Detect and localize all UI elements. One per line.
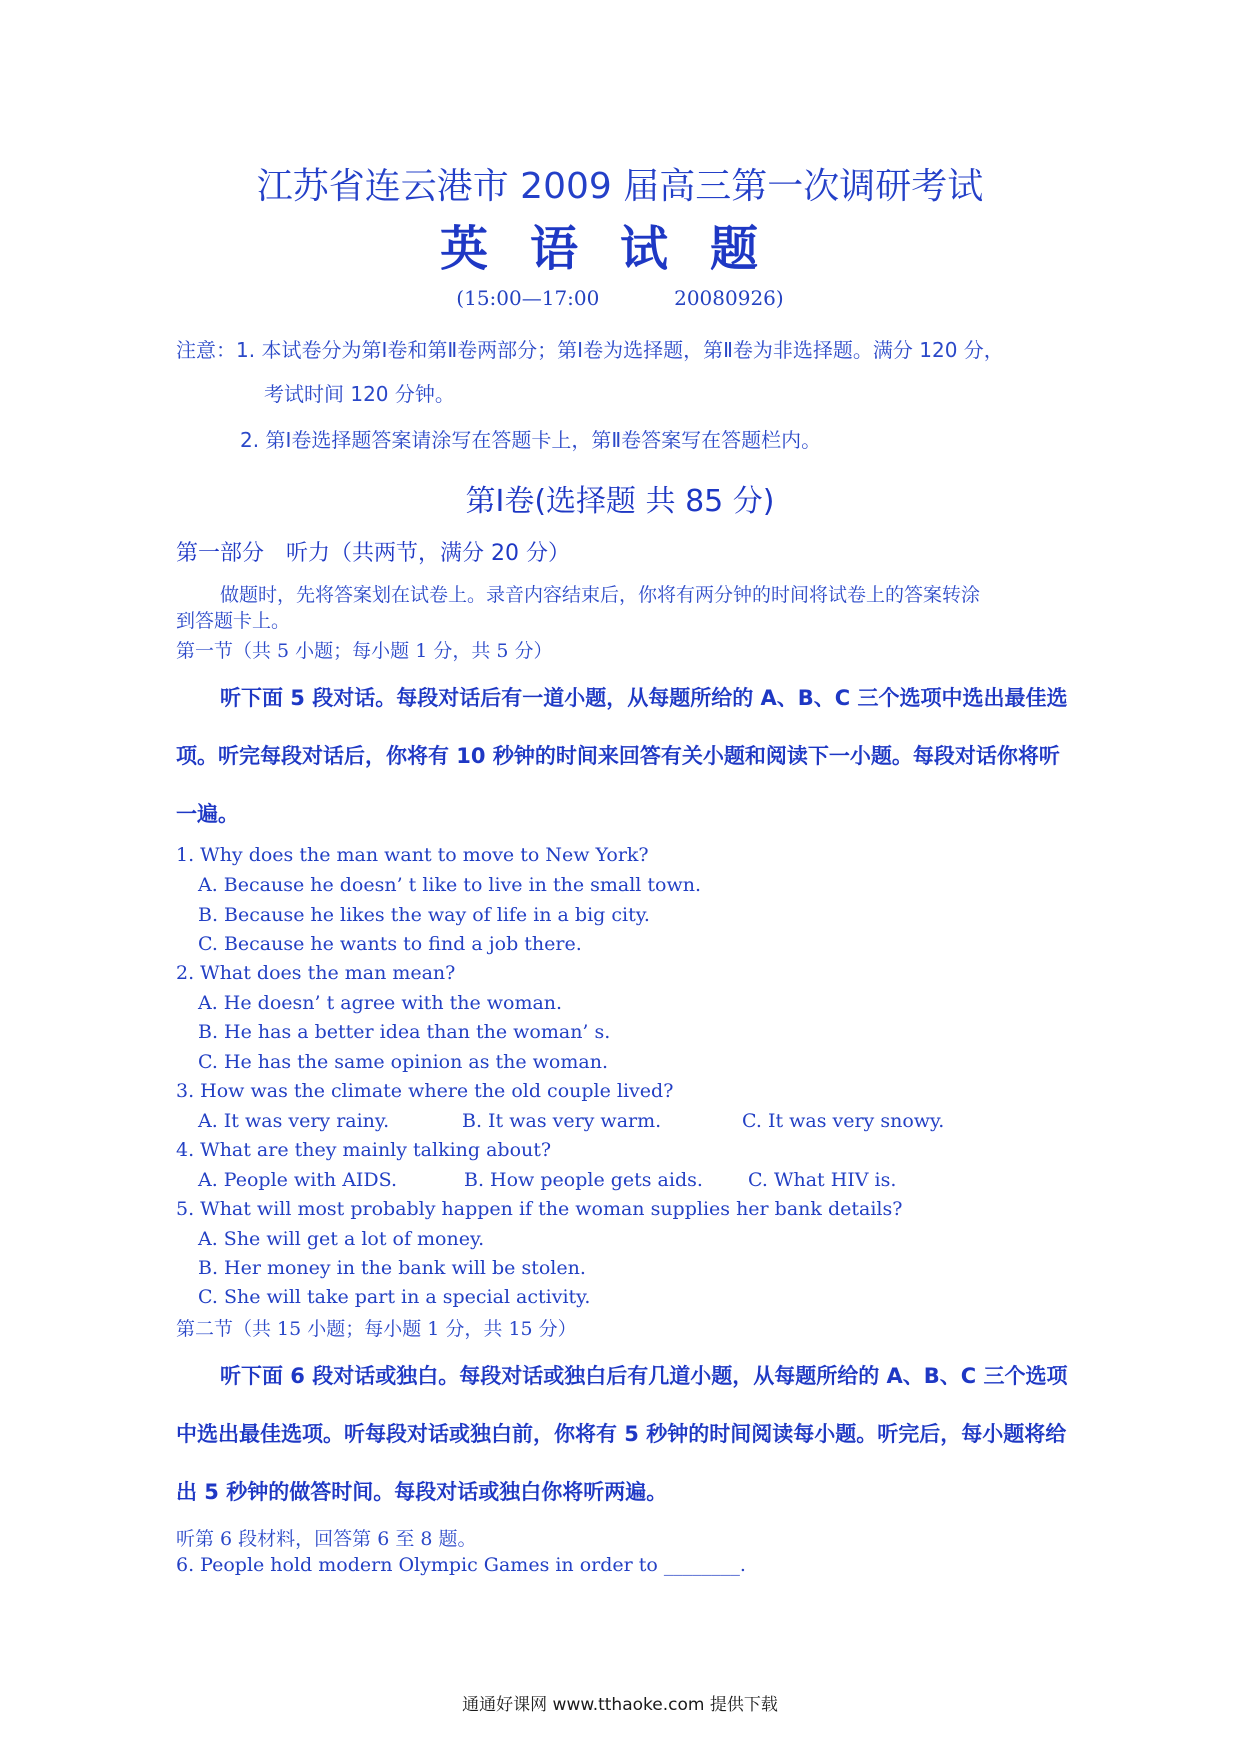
question-6-stem: 6. People hold modern Olympic Games in order to ________. xyxy=(176,1554,746,1576)
question-3-option-b: B. It was very warm. xyxy=(462,1110,662,1132)
question-2-stem: 2. What does the man mean? xyxy=(176,962,456,984)
section2-instr-line-1: 听下面 6 段对话或独白。每段对话或独白后有几道小题，从每题所给的 A、B、C 三个选项 xyxy=(220,1364,1068,1388)
section1-instr-line-2: 项。听完每段对话后，你将有 10 秒钟的时间来回答有关小题和阅读下一小题。每段对话你将听 xyxy=(176,744,1060,768)
page-footer: 通通好课网 www.tthaoke.com 提供下载 xyxy=(462,1695,778,1715)
section2-instr-line-2: 中选出最佳选项。听每段对话或独白前，你将有 5 秒钟的时间阅读每小题。听完后，每小题将给 xyxy=(176,1422,1067,1446)
question-1-option-b: B. Because he likes the way of life in a big city. xyxy=(198,904,650,926)
part1-intro-line-1: 做题时，先将答案划在试卷上。录音内容结束后，你将有两分钟的时间将试卷上的答案转涂 xyxy=(220,584,981,606)
question-1-option-c: C. Because he wants to find a job there. xyxy=(198,933,582,955)
time-range: (15:00—17:00 xyxy=(456,286,600,310)
part1-heading: 第一部分 听力（共两节，满分 20 分） xyxy=(176,541,570,566)
exam-title: 江苏省连云港市 2009 届高三第一次调研考试 xyxy=(256,166,984,207)
notice-line-2: 考试时间 120 分钟。 xyxy=(264,382,455,406)
question-2-option-a: A. He doesn’ t agree with the woman. xyxy=(198,992,563,1014)
question-2-option-c: C. He has the same opinion as the woman. xyxy=(198,1051,608,1073)
question-2-option-b: B. He has a better idea than the woman’ s. xyxy=(198,1021,611,1043)
exam-time xyxy=(0,286,1240,310)
date-code: 20080926) xyxy=(674,286,784,310)
question-5-option-b: B. Her money in the bank will be stolen. xyxy=(198,1257,586,1279)
part1-intro-line-2: 到答题卡上。 xyxy=(176,610,291,632)
question-5-option-c: C. She will take part in a special activity. xyxy=(198,1286,591,1308)
exam-subtitle: 英语试题 xyxy=(439,221,800,277)
question-5-option-a: A. She will get a lot of money. xyxy=(198,1228,485,1250)
volume-title: 第Ⅰ卷(选择题 共 85 分) xyxy=(465,484,775,519)
material-6-label: 听第 6 段材料，回答第 6 至 8 题。 xyxy=(176,1528,477,1550)
question-3-stem: 3. How was the climate where the old couple lived? xyxy=(176,1080,674,1102)
question-4-stem: 4. What are they mainly talking about? xyxy=(176,1139,552,1161)
notice-line-3: 2. 第Ⅰ卷选择题答案请涂写在答题卡上，第Ⅱ卷答案写在答题栏内。 xyxy=(240,428,822,452)
question-1-option-a: A. Because he doesn’ t like to live in the small town. xyxy=(198,874,701,896)
question-5-stem: 5. What will most probably happen if the woman supplies her bank details? xyxy=(176,1198,903,1220)
section2-heading: 第二节（共 15 小题；每小题 1 分，共 15 分） xyxy=(176,1318,577,1340)
question-4-option-c: C. What HIV is. xyxy=(748,1169,897,1191)
section2-instr-line-3: 出 5 秒钟的做答时间。每段对话或独白你将听两遍。 xyxy=(176,1480,668,1504)
question-4-option-a: A. People with AIDS. xyxy=(198,1169,398,1191)
question-3-option-c: C. It was very snowy. xyxy=(742,1110,945,1132)
notice-line-1: 注意：1. 本试卷分为第Ⅰ卷和第Ⅱ卷两部分；第Ⅰ卷为选择题，第Ⅱ卷为非选择题。满分 120 分， xyxy=(176,338,1004,362)
question-3-option-a: A. It was very rainy. xyxy=(198,1110,390,1132)
question-1-stem: 1. Why does the man want to move to New York? xyxy=(176,844,649,866)
section1-instr-line-3: 一遍。 xyxy=(176,802,239,826)
section1-instr-line-1: 听下面 5 段对话。每段对话后有一道小题，从每题所给的 A、B、C 三个选项中选出最佳选 xyxy=(220,686,1068,710)
section1-heading: 第一节（共 5 小题；每小题 1 分，共 5 分） xyxy=(176,640,553,662)
question-4-option-b: B. How people gets aids. xyxy=(464,1169,703,1191)
